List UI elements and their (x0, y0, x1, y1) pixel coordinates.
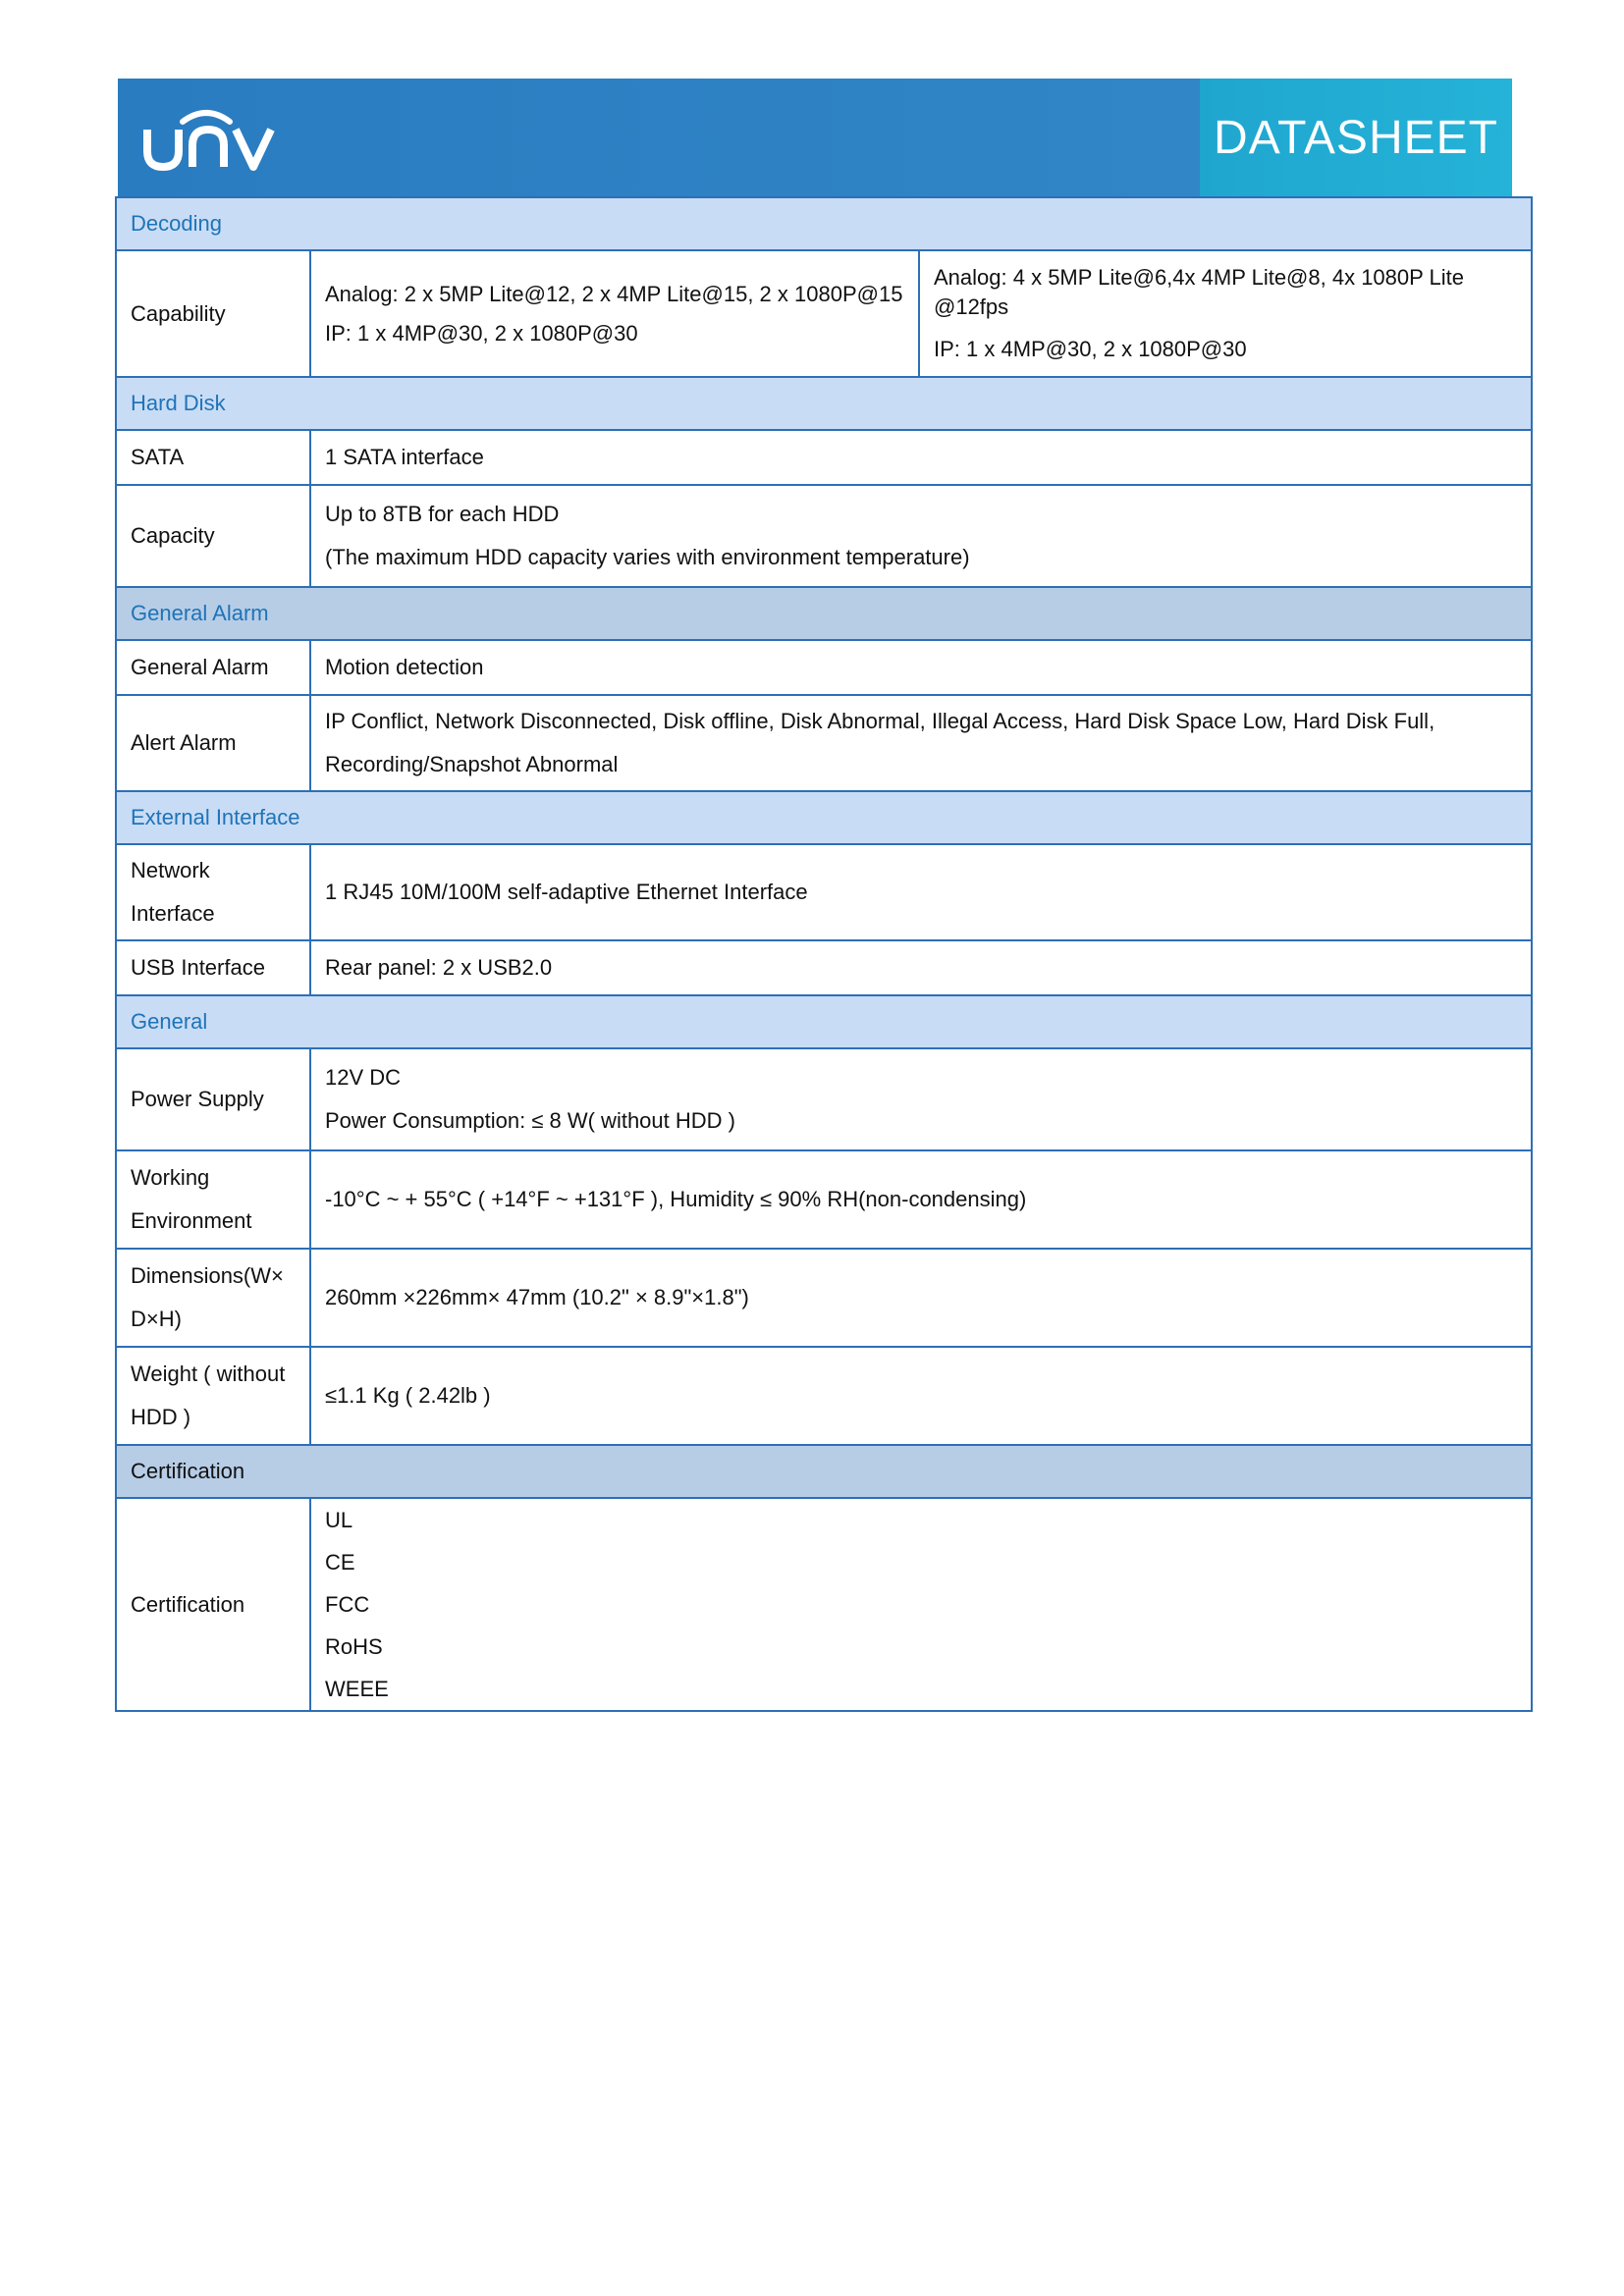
section-row-hard-disk (116, 377, 1532, 430)
row-value-capacity (310, 485, 1532, 587)
row-label-network-interface: Network Interface (116, 844, 310, 940)
section-row-general-alarm (116, 587, 1532, 640)
table-row-power-supply (116, 1048, 1532, 1150)
section-title-certification: Certification (116, 1445, 1532, 1498)
section-row-general (116, 995, 1532, 1048)
capability-col2-analog: Analog: 4 x 5MP Lite@6,4x 4MP Lite@8, 4x 1080P Lite @12fps (934, 264, 1464, 319)
section-title-external-interface: External Interface (116, 791, 1532, 844)
table-row-weight (116, 1347, 1532, 1445)
table-row-general-alarm (116, 640, 1532, 695)
capability-col2 (919, 250, 1532, 377)
power-line-2: Power Consumption: ≤ 8 W( without HDD ) (325, 1108, 735, 1133)
unv-logo-icon (139, 100, 287, 179)
row-label-usb-interface: USB Interface (116, 940, 310, 995)
row-label-general-alarm: General Alarm (116, 640, 310, 695)
table-row-usb-interface (116, 940, 1532, 995)
spec-table (115, 196, 1533, 1712)
certification-item: RoHS (325, 1634, 383, 1659)
section-row-certification (116, 1445, 1532, 1498)
row-value-sata: 1 SATA interface (310, 430, 1532, 485)
row-label-working-environment: Working Environment (116, 1150, 310, 1249)
section-title-decoding: Decoding (116, 197, 1532, 250)
row-label-power-supply: Power Supply (116, 1048, 310, 1150)
capability-col1 (310, 250, 919, 377)
table-row-dimensions (116, 1249, 1532, 1347)
row-value-working-environment: -10°C ~ + 55°C ( +14°F ~ +131°F ), Humidity ≤ 90% RH(non-condensing) (310, 1150, 1532, 1249)
section-title-general-alarm: General Alarm (116, 587, 1532, 640)
row-value-general-alarm: Motion detection (310, 640, 1532, 695)
row-value-certification (310, 1498, 1532, 1711)
row-value-usb-interface: Rear panel: 2 x USB2.0 (310, 940, 1532, 995)
capability-col1-analog: Analog: 2 x 5MP Lite@12, 2 x 4MP Lite@15, 2 x 1080P@15 (325, 281, 903, 306)
row-label-certification: Certification (116, 1498, 310, 1711)
row-value-alert-alarm: IP Conflict, Network Disconnected, Disk offline, Disk Abnormal, Illegal Access, Hard Disk Space Low, Hard Disk Full, Recording/Snapshot Abnormal (310, 695, 1532, 791)
datasheet-page (115, 79, 1531, 1712)
capacity-line-1: Up to 8TB for each HDD (325, 502, 560, 527)
row-value-weight: ≤1.1 Kg ( 2.42lb ) (310, 1347, 1532, 1445)
capacity-line-2: (The maximum HDD capacity varies with environment temperature) (325, 545, 970, 569)
section-title-general: General (116, 995, 1532, 1048)
certification-item: FCC (325, 1592, 370, 1617)
row-label-sata: SATA (116, 430, 310, 485)
datasheet-title: DATASHEET (1214, 111, 1498, 164)
row-value-network-interface: 1 RJ45 10M/100M self-adaptive Ethernet Interface (310, 844, 1532, 940)
table-row-working-environment (116, 1150, 1532, 1249)
certification-item: UL (325, 1508, 353, 1532)
table-row-capability (116, 250, 1532, 377)
section-row-external-interface (116, 791, 1532, 844)
row-value-dimensions: 260mm ×226mm× 47mm (10.2" × 8.9"×1.8") (310, 1249, 1532, 1347)
row-label-dimensions: Dimensions(W× D×H) (116, 1249, 310, 1347)
table-row-sata (116, 430, 1532, 485)
row-label-alert-alarm: Alert Alarm (116, 695, 310, 791)
section-row-decoding (116, 197, 1532, 250)
certification-item: CE (325, 1550, 355, 1575)
table-row-network-interface (116, 844, 1532, 940)
table-row-alert-alarm (116, 695, 1532, 791)
row-label-weight: Weight ( without HDD ) (116, 1347, 310, 1445)
datasheet-badge (1200, 79, 1512, 196)
capability-col2-ip: IP: 1 x 4MP@30, 2 x 1080P@30 (934, 337, 1247, 362)
header-banner (118, 79, 1512, 196)
power-line-1: 12V DC (325, 1065, 402, 1091)
capability-col1-ip: IP: 1 x 4MP@30, 2 x 1080P@30 (325, 320, 638, 346)
table-row-capacity (116, 485, 1532, 587)
certification-item: WEEE (325, 1677, 389, 1701)
table-row-certification (116, 1498, 1532, 1711)
section-title-hard-disk: Hard Disk (116, 377, 1532, 430)
unv-logo (139, 100, 287, 179)
row-label-capability: Capability (116, 250, 310, 377)
row-value-power-supply (310, 1048, 1532, 1150)
row-label-capacity: Capacity (116, 485, 310, 587)
